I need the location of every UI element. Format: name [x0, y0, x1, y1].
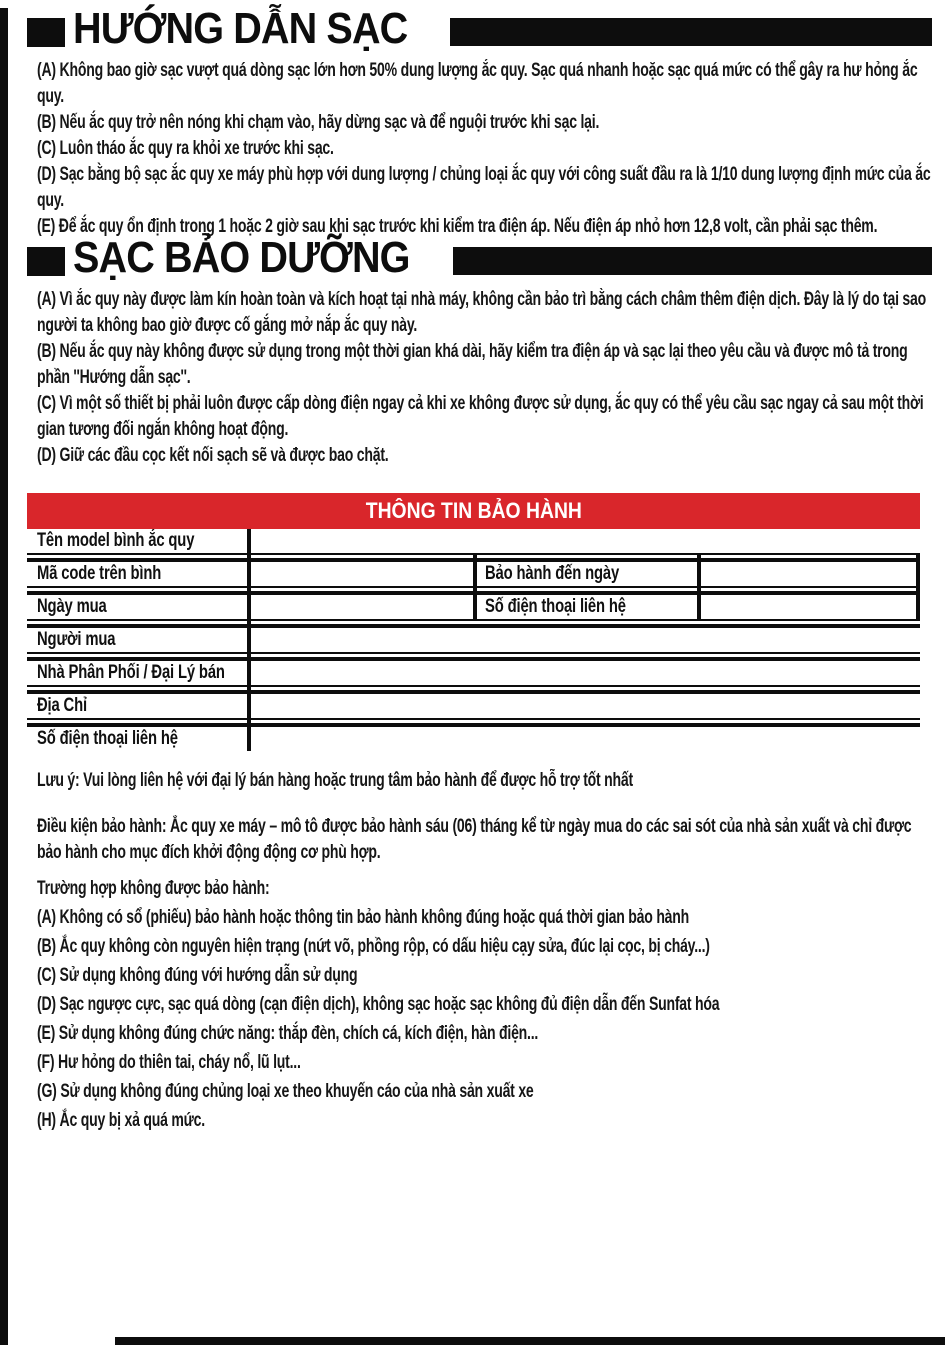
row-label: Tên model bình ắc quy: [37, 530, 195, 551]
charging-item-b: (B) Nếu ắc quy trở nên nóng khi chạm vào, hãy dừng sạc và để nguội trước khi sạc lại.: [37, 112, 600, 133]
table-divider: [247, 529, 251, 751]
table-row: [27, 628, 920, 652]
note-text: Lưu ý: Vui lòng liên hệ với đại lý bán hàng hoặc trung tâm bảo hành để được hỗ trợ tốt nhất: [37, 770, 633, 791]
section-header-charging: [27, 4, 932, 53]
table-row: [27, 727, 920, 751]
table-horizontal-rule: [27, 652, 920, 661]
table-row: [27, 661, 920, 685]
row-label: Số điện thoại liên hệ: [485, 596, 626, 617]
table-divider: [697, 553, 701, 619]
maintenance-item-d: (D) Giữ các đầu cọc kết nối sạch sẽ và được bao chặt.: [37, 445, 389, 466]
table-row: [27, 694, 920, 718]
exclusions-block: [37, 874, 933, 1135]
charging-item-d: (D) Sạc bằng bộ sạc ắc quy xe máy phù hợp với dung lượng / chủng loại ắc quy với công suất đầu ra là 1/10 dung lượng định mức của ắc quy.: [37, 164, 931, 211]
exclusion-item-h: (H) Ắc quy bị xả quá mức.: [37, 1110, 205, 1131]
black-square-bullet-icon: [27, 247, 65, 276]
exclusion-item-e: (E) Sử dụng không đúng chức năng: thắp đèn, chích cá, kích điện, hàn điện...: [37, 1023, 539, 1044]
row-label: Mã code trên bình: [37, 563, 162, 584]
table-divider: [473, 553, 477, 619]
row-label: Địa Chỉ: [37, 695, 87, 716]
section-title-maintenance: SẠC BẢO DƯỠNG: [73, 233, 410, 282]
charging-item-e: (E) Để ắc quy ổn định trong 1 hoặc 2 giờ sau khi sạc trước khi kiểm tra điện áp. Nếu điện áp nhỏ hơn 12,8 volt, cần phải sạc thêm.: [37, 216, 878, 237]
table-divider: [916, 553, 920, 619]
exclusion-item-f: (F) Hư hỏng do thiên tai, cháy nổ, lũ lụt...: [37, 1052, 301, 1073]
table-horizontal-rule: [27, 619, 920, 628]
maintenance-item-c: (C) Vì một số thiết bị phải luôn được cấp dòng điện ngay cả khi xe không được sử dụng, ắc quy có thể yêu cầu sạc ngay cả sau một thời gian tương đối ngắn không hoạt động.: [37, 393, 924, 440]
warranty-table-header: [27, 493, 920, 529]
section-title-charging: HƯỚNG DẪN SẠC: [73, 4, 408, 53]
header-rule-bar: [450, 18, 932, 46]
exclusion-item-c: (C) Sử dụng không đúng với hướng dẫn sử dụng: [37, 965, 358, 986]
exclusion-item-d: (D) Sạc ngược cực, sạc quá dòng (cạn điện dịch), không sạc hoặc sạc không đủ điện dẫn đến Sunfat hóa: [37, 994, 720, 1015]
header-rule-bar: [453, 247, 932, 275]
section-body-charging: [37, 58, 933, 240]
conditions-text: Điều kiện bảo hành: Ắc quy xe máy – mô tô được bảo hành sáu (06) tháng kể từ ngày mua do các sai sót của nhà sản xuất và chỉ được bảo hành cho mục đích khởi động động cơ phù hợp.: [37, 816, 912, 863]
warranty-table: [27, 493, 920, 751]
warranty-table-title: THÔNG TIN BẢO HÀNH: [365, 498, 582, 523]
section-body-maintenance: [37, 287, 933, 469]
table-horizontal-rule: [27, 685, 920, 694]
exclusion-item-a: (A) Không có sổ (phiếu) bảo hành hoặc thông tin bảo hành không đúng hoặc quá thời gian bảo hành: [37, 907, 690, 928]
charging-item-c: (C) Luôn tháo ắc quy ra khỏi xe trước khi sạc.: [37, 138, 334, 159]
charging-item-a: (A) Không bao giờ sạc vượt quá dòng sạc lớn hơn 50% dung lượng ắc quy. Sạc quá nhanh hoặc sạc quá mức có thể gây ra hư hỏng ắc quy.: [37, 60, 918, 107]
row-label: Bảo hành đến ngày: [485, 563, 620, 584]
row-label: Số điện thoại liên hệ: [37, 728, 178, 749]
page-left-edge-bar: [0, 8, 8, 1345]
black-square-bullet-icon: [27, 18, 65, 47]
exclusions-heading: Trường hợp không được bảo hành:: [37, 878, 270, 899]
section-header-maintenance: [27, 233, 932, 282]
row-label: Người mua: [37, 629, 116, 650]
maintenance-item-b: (B) Nếu ắc quy này không được sử dụng trong một thời gian khá dài, hãy kiểm tra điện áp và sạc lại theo yêu cầu và được mô tả trong phần ''Hướng dẫn sạc''.: [37, 341, 908, 388]
exclusion-item-g: (G) Sử dụng không đúng chủng loại xe theo khuyến cáo của nhà sản xuất xe: [37, 1081, 534, 1102]
next-section-bar-cropped: [115, 1337, 945, 1345]
table-row: [27, 529, 920, 553]
maintenance-item-a: (A) Vì ắc quy này được làm kín hoàn toàn và kích hoạt tại nhà máy, không cần bảo trì bằng cách châm thêm điện dịch. Đây là lý do tại sao người ta không bao giờ được cố gắng mở nắp ắc quy này.: [37, 289, 927, 336]
conditions-block: [37, 814, 933, 866]
row-label: Ngày mua: [37, 596, 107, 617]
note-block: [37, 768, 933, 794]
table-horizontal-rule: [27, 718, 920, 727]
exclusion-item-b: (B) Ắc quy không còn nguyên hiện trạng (nứt võ, phồng rộp, có dấu hiệu cạy sửa, đúc lại cọc, bị cháy...): [37, 936, 710, 957]
row-label: Nhà Phân Phối / Đại Lý bán: [37, 662, 225, 683]
